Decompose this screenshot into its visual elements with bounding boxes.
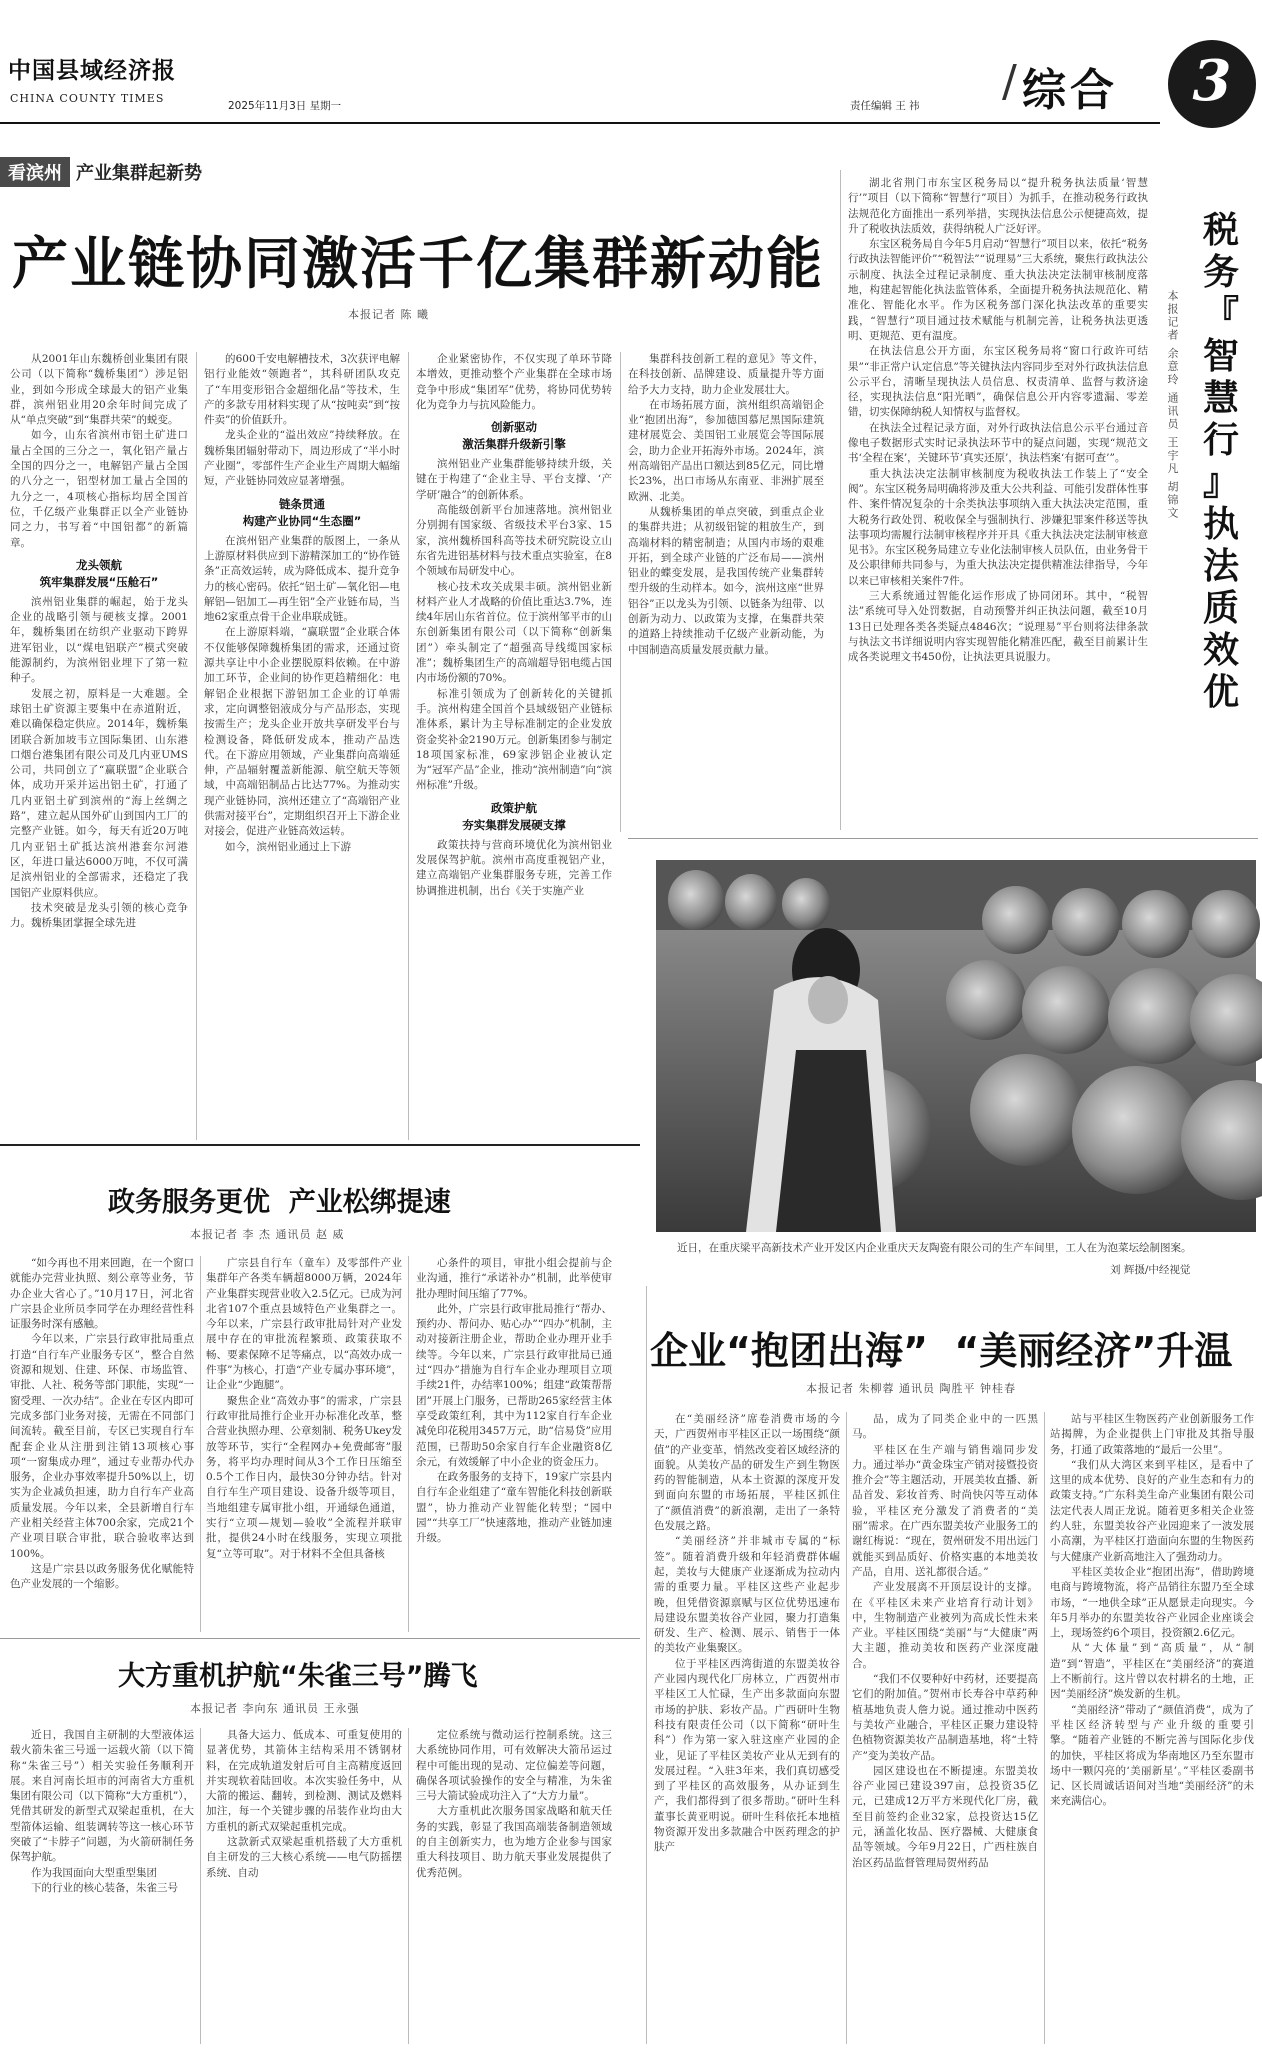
section-divider <box>0 1638 640 1639</box>
paragraph: 定位系统与微动运行控制系统。这三大系统协同作用，可有效解决大箭吊运过程中可能出现的晃动、定位偏差等问题，确保各项试验操作的安全与精准，为朱雀三号大箭试验成功注入了“大方力量”。 <box>416 1729 612 1803</box>
tax-title-char: 行 <box>1202 420 1239 461</box>
section-slash: / <box>1002 56 1017 107</box>
paragraph: 东宝区税务局自今年5月启动“智慧行”项目以来，依托“税务行政执法智能评价”“税智法”“说理易”三大系统，聚焦行政执法公示制度、执法全过程记录制度、重大执法决定法制审核制度落地，构建起智能化执法监管体系，全面提升税务执法规范化、精准化、智能化水平。作为区税务部门深化执法改革的重要实践，“智慧行”项目通过技术赋能与机制完善，让税务执法更透明、更规范、更有温度。 <box>848 238 1148 342</box>
paragraph: 广宗县自行车（童车）及零部件产业集群年产各类车辆超8000万辆，2024年产业集群实现营业收入2.5亿元。已成为河北省107个重点县域特色产业集群之一。今年以来，广宗县行政审批局针对产业发展中存在的审批流程繁琐、政策获取不畅、要素保障不足等痛点，以“高效办成一件事”为核心，打造“产业专属办事环境”，让企业“少跑腿”。 <box>206 1257 402 1392</box>
paragraph: 这款新式双梁起重机搭载了大方重机自主研发的三大核心系统——电气防摇摆系统、自动 <box>206 1836 402 1879</box>
paragraph: 从“大体量”到“高质量”，从“制造”到“智造”，平桂区在“美丽经济”的赛道上不断前行。这片曾以农村耕名的土地，正因“美丽经济”焕发新的生机。 <box>1050 1642 1254 1701</box>
paragraph: 平桂区美妆企业“抱团出海”，借助跨境电商与跨境物流，将产品销往东盟乃至全球市场，“一地供全球”正从愿景走向现实。今年5月举办的东盟美妆谷产业园企业座谈会上，现场签约6个项目，投资额2.6亿元。 <box>1050 1565 1254 1640</box>
paragraph: 在“美丽经济”席卷消费市场的今天，广西贺州市平桂区正以一场围绕“颜值”的产业变革，悄然改变着区域经济的面貌。从美妆产品的研发生产到生物医药的智能制造，从本土资源的深度开发到面向东盟的市场拓展，平桂区抓住了“颜值消费”的新浪潮，走出了一条特色发展之路。 <box>654 1413 840 1533</box>
article-column-3 <box>416 352 612 1140</box>
tax-title-char: 质 <box>1202 588 1239 629</box>
masthead-rule <box>0 122 1160 124</box>
section-tag <box>0 158 208 186</box>
section-title: 综合 <box>1022 65 1118 116</box>
paragraph: 三大系统通过智能化运作形成了协同闭环。其中，“税智法”系统可导入处罚数据，自动预警并纠正执法问题，截至10月13日已处理各类各类疑点4846次；“说理易”平台则将法律条款与执法文书详细说明内容实现智能化精准匹配，截至目前累计生成各类说理文书450份，让执法更具说服力。 <box>848 590 1148 664</box>
column-rule <box>408 1256 409 1632</box>
byline: 本报记者 李向东 通讯员 王永强 <box>190 1702 360 1715</box>
paragraph: 作为我国面向大型重型集团 <box>31 1866 157 1879</box>
paragraph: 大方重机此次服务国家战略和航天任务的实践，彰显了我国高端装备制造领域的自主创新实力，也为地方企业参与国家重大科技项目、助力航天事业发展提供了优秀范例。 <box>416 1805 612 1879</box>
tax-title-char: 法 <box>1202 546 1239 587</box>
paragraph: “如今再也不用来回跑，在一个窗口就能办完营业执照、刻公章等业务，节办企业大省心了。”10月17日，河北省广宗县企业所员李同学在办理经营性科证服务时深有感触。 <box>10 1257 194 1331</box>
paragraph: “我们不仅要种好中药材，还要提高它们的附加值。”贺州市长寿谷中草药种植基地负责人詹力说。通过推动中医药与美妆产业融合，平桂区正聚力建设特色植物资源美妆产品制造基地，将“土特产”变为美妆产品。 <box>852 1673 1038 1762</box>
column-rule <box>196 352 197 1140</box>
photo-credit: 刘 辉摄/中经视觉 <box>1110 1264 1191 1276</box>
article-column-2 <box>204 352 400 1140</box>
tax-title-char: 优 <box>1202 672 1239 713</box>
article-column-3 <box>1050 1412 1254 2044</box>
paragraph: 在执法全过程记录方面，对外行政执法信息公示平台通过音像电子数据形式实时记录执法环节中的疑点问题，实现“规范文书‘全程在案’，关键环节‘真实还原’，执法档案‘有据可查’”。 <box>848 421 1148 465</box>
article-column-1 <box>10 352 188 1140</box>
paragraph: 位于平桂区西湾街道的东盟美妆谷产业园内现代化厂房林立，广西贺州市平桂区工人忙碌，生产出多款面向东盟市场的护肤、彩妆产品。广西研叶生物科技有限责任公司（以下简称“研叶生科”）作为第一家入驻这座产业园的企业，见证了平桂区美妆产业从无到有的发展过程。“入驻3年来，我们真切感受到了平桂区的高效服务，从办证到生产，我们都得到了很多帮助。”研叶生科董事长黄亚明说。研叶生科依托本地植物资源开发出多款融合中医药理念的护肤产 <box>654 1657 840 1854</box>
paragraph: 这是广宗县以政务服务优化赋能特色产业发展的一个缩影。 <box>10 1562 194 1591</box>
paragraph: 核心技术攻关成果丰硕。滨州铝业新材料产业人才战略的价值比重达3.7%，连续4年居山东省首位。位于滨州邹平市的山东创新集团有限公司（以下简称“创新集团”）牵头制定了“超强高导线缆国家标准”；魏桥集团生产的高端超导铝电缆占国内市场份额的70%。 <box>416 580 612 685</box>
tax-title-char: 』 <box>1202 462 1239 503</box>
paragraph: 的600千安电解槽技术，3次获评电解铝行业能效“领跑者”，其科研团队攻克了“车用变形铝合金超细化晶”等技术，生产的多款专用材料实现了从“按吨卖”到“按件卖”的价值跃升。 <box>204 353 400 427</box>
paragraph: 在上游原料端，“赢联盟”企业联合体不仅能够保障魏桥集团的需求，还通过资源共享让中小企业摆脱原料依赖。在中游加工环节，企业间的协作更趋精细化：电解铝企业根据下游铝加工企业的订单需求，定向调整铝液成分与产品形态，实现按需生产；龙头企业开放共享研发平台与检测设备，降低研发成本，推动产品迭代。在下游应用领域，产业集群向高端延伸，产品辐射覆盖新能源、航空航天等领域，中高端铝制品占比达77%。为推动实现产业链协同，滨州还建立了“高端铝产业供需对接平台”，定期组织召开上下游企业对接会，促进产业链高效运转。 <box>204 626 400 838</box>
paragraph: 重大执法决定法制审核制度为税收执法工作装上了“安全阀”。东宝区税务局明确将涉及重大公共利益、可能引发群体性事件、案件情况复杂的十余类执法事项纳入重大执法决定范围，重大税务行政处罚、税收保全与强制执行、涉嫌犯罪案件移送等执法事项均需履行法制审核程序并开具《重大执法决定法制审核意见书》。东宝区税务局建立专业化法制审核人员队伍，由业务骨干及公职律师共同参与，为重大执法决定提供精准法律指导，今年以来已审核相关案件7件。 <box>848 467 1148 587</box>
paragraph: 站与平桂区生物医药产业创新服务工作站揭牌，为企业提供上门审批及其指导服务，打通了政策落地的“最后一公里”。 <box>1050 1413 1254 1456</box>
byline: 本报记者 李 杰 通讯员 赵 威 <box>190 1228 345 1241</box>
article-column-1 <box>654 1412 840 2044</box>
column-rule <box>200 1256 201 1632</box>
paragraph: “美丽经济”并非城市专属的“标签”。随着消费升级和年轻消费群体崛起，美妆与大健康产业逐渐成为拉动内需的重要力量。平桂区这些产业起步晚，但凭借资源禀赋与区位优势迅速布局建设东盟美妆谷产业园，聚力打造集研发、生产、检测、展示、销售于一体的美妆产业集聚区。 <box>654 1535 840 1655</box>
tax-title-char: 执 <box>1202 504 1239 545</box>
paragraph: 聚焦企业“高效办事”的需求，广宗县行政审批局推行企业开办标准化改革，整合营业执照办理、公章刻制、税务Ukey发放等环节，实行“全程网办+免费邮寄”服务，将平均办理时间从3个工作日压缩至0.5个工作日内，最快30分钟办结。针对自行车生产项目建设、设备升级等项目，当地组建专属审批小组，开通绿色通道，实行“立项—规划—验收”全流程并联审批，提供24小时在线服务，实现立项批复“立等可取”。对于材料不全但具备核 <box>206 1394 402 1560</box>
tax-title-char: 智 <box>1202 336 1239 377</box>
column-rule <box>408 352 409 1140</box>
article-headline: 大方重机护航“朱雀三号”腾飞 <box>118 1661 478 1692</box>
masthead <box>0 0 1262 118</box>
paragraph: 在政务服务的支持下，19家广宗县内自行车企业组建了“童车智能化科技创新联盟”，协力推动产业智能化转型；“园中园”“共享工厂”快速落地，推动产业链加速升级。 <box>416 1471 612 1545</box>
paragraph: 如今，山东省滨州市铝土矿进口量占全国的三分之一，氧化铝产量占全国的四分之一，电解铝产量占全国的八分之一，铝型材加工量占全国的九分之一，4项核心指标均居全国首位，千亿级产业集群正以全产业链协同之力，书写着“中国铝都”的新篇章。 <box>10 429 188 549</box>
paragraph: 集群科技创新工程的意见》等文件，在科技创新、品牌建设、质量提升等方面给予大力支持，助力企业发展壮大。 <box>628 353 824 396</box>
paragraph: 企业紧密协作，不仅实现了单环节降本增效，更推动整个产业集群在全球市场竞争中形成“集团军”优势，将协同优势转化为竞争力与抗风险能力。 <box>416 353 612 411</box>
paragraph: 从魏桥集团的单点突破，到重点企业的集群共进；从初级铝锭的粗放生产，到高端材料的精密制造；从国内市场的艰难开拓，到全球产业链的广泛布局——滨州铝业的蝶变发展，是我国传统产业集群转型升级的生动样本。如今，滨州这座“世界铝谷”正以龙头为引领、以链条为纽带、以创新为动力、以政策为支撑，在集群共荣的道路上持续推动千亿级产业新动能，为中国制造高质量发展贡献力量。 <box>628 505 824 656</box>
article-column-4 <box>628 352 824 832</box>
photo-caption: 近日，在重庆梁平高新技术产业开发区内企业重庆天友陶瓷有限公司的生产车间里，工人在为泡菜坛绘制图案。 <box>677 1242 1192 1254</box>
subheading: 创新驱动 激活集群升级新引擎 <box>462 420 566 452</box>
tax-title-char: 务 <box>1202 252 1239 293</box>
byline: 本报记者 朱柳蓉 通讯员 陶胜平 钟桂春 <box>806 1382 1016 1395</box>
byline: 本报记者 陈 曦 <box>348 308 429 321</box>
article-column-2 <box>852 1412 1038 2044</box>
article-column-3 <box>416 1728 612 2044</box>
column-rule <box>408 1728 409 2044</box>
tax-title-char: 效 <box>1202 630 1239 671</box>
masthead-logo-cn: 中国县域经济报 <box>8 57 176 84</box>
column-rule <box>846 1412 847 2044</box>
paragraph: 标准引领成为了创新转化的关键抓手。滨州构建全国首个县域级铝产业链标准体系，累计为主导标准制定的企业发放资金奖补金2190万元。创新集团参与制定18项国家标准，69家涉铝企业被认定为“冠军产品”企业，推动“滨州制造”向“滨州标准”升级。 <box>416 687 612 792</box>
subheading: 链条贯通 构建产业协同“生态圈” <box>242 496 362 528</box>
paragraph: 产业发展离不开顶层设计的支撑。在《平桂区未来产业培育行动计划》中，生物制造产业被列为高成长性未来产业。平桂区围绕“美丽”与“大健康”两大主题，推动美妆和医药产业深度融合。 <box>852 1581 1038 1670</box>
news-photo <box>656 860 1256 1232</box>
paragraph: 今年以来，广宗县行政审批局重点打造“自行车产业服务专区”，整合自然资源和规划、住建、环保、市场监管、审批、人社、税务等部门职能，实现“一窗受理、一次办结”。企业在专区内即可完成多部门业务对接，无需在不同部门间流转。截至目前，专区已实现自行车配套企业从注册到注销13项核心事项“一窗集成办理”，通过专业帮办代办服务，企业办事效率提升50%以上，切实为企业减负担速，助力自行车产业高质量发展。今年以来，全县新增自行车产业相关经营主体700余家，完成21个产业项目联合审批，联合验收率达到100%。 <box>10 1333 194 1560</box>
paragraph: 在执法信息公开方面，东宝区税务局将“窗口行政许可结果”“非正常户认定信息”等关键执法内容同步至对外行政执法信息公示平台，清晰呈现执法人员信息、权责清单、监督与救济途径，实现执法信息“阳光晒”，确保信息公开内容零遗漏、零差错，切实保障纳税人知情权与监督权。 <box>848 345 1148 419</box>
article-headline: 企业“抱团出海” “美丽经济”升温 <box>650 1329 1233 1373</box>
column-rule <box>1044 1412 1045 2044</box>
paragraph: 园区建设也在不断提速。东盟美妆谷产业园已建设397亩，总投资35亿元，已建成12万平方米现代化厂房，截至目前签约企业32家，总投资达15亿元，涵盖化妆品、医疗器械、大健康食品等领域。今年9月22日，广西柱族自治区药品监督管理局贺州药品 <box>852 1764 1038 1869</box>
paragraph: 高能级创新平台加速落地。滨州铝业分别拥有国家级、省级技术平台3家、15家，滨州魏桥国科高等技术研究院设立山东省先进铝基材料与技术重点实验室，在8个领域布局研发中心。 <box>416 504 612 578</box>
tax-title-char: 慧 <box>1202 378 1239 419</box>
article-column-1 <box>10 1728 194 2044</box>
column-rule <box>646 1286 647 2044</box>
paragraph: “美丽经济”带动了“颜值消费”，成为了平桂区经济转型与产业升级的重要引擎。“随着产业链的不断完善与国际化步伐的加快，平桂区将成为华南地区乃至东盟市场中一颗闪亮的‘美丽新星’。”平桂区委副书记、区长周诚话语间对当地“美丽经济”的未来充满信心。 <box>1050 1703 1254 1808</box>
paragraph: 平桂区在生产端与销售端同步发力。通过举办“黄金珠宝产销对接暨投资推介会”等主题活动，开展美妆直播、新品首发、彩妆首秀、时尚快闪等互动体验，平桂区充分激发了消费者的“美丽”需求。在广西东盟美妆产业服务工的谢红梅说：“现在，贺州研发不用出远门就能买到品质好、价格实惠的本地美妆产品，自用、送礼都很合适。” <box>852 1443 1038 1578</box>
article-column-2 <box>206 1728 402 2044</box>
paragraph: 品，成为了同类企业中的一匹黑马。 <box>852 1413 1038 1441</box>
masthead-editor: 责任编辑 王 祎 <box>850 100 920 112</box>
paragraph: 滨州铝业集群的崛起，始于龙头企业的战略引领与硬核支撑。2001年，魏桥集团在纺织产业驱动下跨界进军铝业，以“煤电铝联产”模式突破能源制约，为滨州铝业埋下了第一粒种子。 <box>10 595 188 685</box>
paragraph: 龙头企业的“溢出效应”持续释放。在魏桥集团辐射带动下，周边形成了“半小时产业圈”，零部件生产企业生产周期大幅缩短，产业链协同效应显著增强。 <box>204 429 400 488</box>
paragraph: 技术突破是龙头引领的核心竞争力。魏桥集团掌握全球先进 <box>10 901 188 930</box>
section-divider <box>628 838 1258 839</box>
section-tag-right: 产业集群起新势 <box>76 163 202 184</box>
page-number: 3 <box>1192 48 1232 114</box>
tax-article-byline: 本报记者 余意玲 通讯员 王宇凡 胡锦文 <box>1166 290 1179 520</box>
masthead-date: 2025年11月3日 星期一 <box>228 100 342 112</box>
paragraph: 此外，广宗县行政审批局推行“帮办、预约办、帮问办、贴心办”“四办”机制，主动对接新注册企业，帮助企业办理开业手续等。今年以来，广宗县行政审批局已通过“四办”措施为自行车企业办理项目立项手续21件，办结率100%；组建“政策帮帮团”开展上门服务，已帮助265家经营主体享受政策红利，其中为112家自行车企业减免印花税用3457万元，助“信易贷”应用范围，已帮助50余家自行车企业融资8亿余元，有效缓解了中小企业的资金压力。 <box>416 1302 612 1468</box>
paragraph: 下的行业的核心装备，朱雀三号 <box>31 1881 178 1894</box>
article-column-3 <box>416 1256 612 1632</box>
article-column-1 <box>10 1256 194 1632</box>
tax-title-char: 『 <box>1202 294 1239 335</box>
paragraph: 在市场拓展方面，滨州组织高端铝企业“抱团出海”，参加德国慕尼黑国际建筑建材展览会、美国铝工业展览会等国际展会，助力企业开拓海外市场。2024年，滨州高端铝产品出口额达到85亿元，同比增长23%，出口市场从东南亚、非洲扩展至欧洲、北美。 <box>628 398 824 503</box>
tax-article-title <box>1196 210 1246 714</box>
column-rule <box>840 170 841 830</box>
tax-article-body <box>848 176 1148 664</box>
paragraph: “我们从大湾区来到平桂区，是看中了这里的成本优势、良好的产业生态和有力的政策支持。”广东科美生命产业集团有限公司法定代表人周正龙说。随着更多相关企业签约人驻，东盟美妆谷产业园迎来了一波发展小高潮，为平桂区打造面向东盟的生物医药与大健康产业新高地注入了强劲动力。 <box>1050 1458 1254 1563</box>
section-divider <box>0 1144 640 1146</box>
paragraph: 湖北省荆门市东宝区税务局以“提升税务执法质量‘智慧行’”项目（以下简称“智慧行”项目）为抓手，在推动税务行政执法规范化方面推出一系列举措，实现执法信息公示便捷高效，提升了税收执法质效，获得纳税人广泛好评。 <box>848 177 1148 235</box>
article-column-2 <box>206 1256 402 1632</box>
paragraph: 在滨州铝产业集群的版图上，一条从上游原材料供应到下游精深加工的“协作链条”正高效运转，成为降低成本、提升竞争力的核心密码。依托“铝土矿—氧化铝—电解铝—铝加工—再生铝”全产业链布局，当地62家重点骨干企业串联成链。 <box>204 534 400 624</box>
masthead-logo-en: CHINA COUNTY TIMES <box>10 92 165 105</box>
paragraph: 从2001年山东魏桥创业集团有限公司（以下简称“魏桥集团”）涉足铝业，到如今形成全球最大的铝产业集群，滨州铝业用20余年时间完成了从“单点突破”到“集群共荣”的蜕变。 <box>10 353 188 427</box>
paragraph: 滨州铝业产业集群能够持续升级，关键在于构建了“企业主导、平台支撑、‘产学研’融合”的创新体系。 <box>416 458 612 501</box>
section-tag-left: 看滨州 <box>0 157 70 187</box>
paragraph: 发展之初，原料是一大难题。全球铝土矿资源主要集中在赤道附近，难以确保稳定供应。2014年，魏桥集团联合新加坡韦立国际集团、山东港口烟台港集团有限公司及几内亚UMS公司，共同创立了“赢联盟”企业联合体，成功开采并运出铝土矿，打通了几内亚铝土矿到滨州的“海上丝绸之路”，建立起从国外矿山到国内工厂的完整产业链。如今，每天有近20万吨几内亚铝土矿抵达滨州港套尔河港区，年进口量达6000万吨，不仅可满足滨州铝业的全部需求，还稳定了我国铝产业原料供应。 <box>10 687 188 899</box>
paragraph: 近日，我国自主研制的大型液体运载火箭朱雀三号遥一运载火箭（以下简称“朱雀三号”）相关实验任务顺利开展。来自河南长垣市的河南省大方重机集团有限公司（以下简称“大方重机”），凭借其研发的新型式双梁起重机，在大型箭体运输、组装调转等这一核心环节突破了“卡脖子”问题，为火箭研制任务保驾护航。 <box>10 1729 194 1864</box>
paragraph: 具备大运力、低成本、可重复使用的显著优势，其箭体主结构采用不锈钢材料，在完成轨道发射后可自主高精度返回并实现软着陆回收。本次实验任务中，从大箭的搬运、翻转，到检测、测试及燃料加注，每一个关键步骤的吊装作业均由大方重机的新式双梁起重机完成。 <box>206 1729 402 1833</box>
paragraph: 心条件的项目，审批小组会提前与企业沟通，推行“承诺补办”机制，此举使审批办理时间压缩了77%。 <box>416 1257 612 1300</box>
headline: 产业链协同激活千亿集群新动能 <box>12 232 824 297</box>
subheading: 龙头领航 筑牢集群发展“压舱石” <box>39 557 159 589</box>
paragraph: 如今，滨州铝业通过上下游 <box>225 840 351 853</box>
column-rule <box>620 352 621 832</box>
article-headline: 政务服务更优 产业松绑提速 <box>108 1187 451 1218</box>
tax-title-char: 税 <box>1202 210 1239 251</box>
column-rule <box>200 1728 201 2044</box>
paragraph: 政策扶持与营商环境优化为滨州铝业发展保驾护航。滨州市高度重视铝产业，建立高端铝产业集群服务专班，完善工作协调推进机制，出台《关于实施产业 <box>416 838 612 897</box>
subheading: 政策护航 夯实集群发展硬支撑 <box>462 800 566 832</box>
